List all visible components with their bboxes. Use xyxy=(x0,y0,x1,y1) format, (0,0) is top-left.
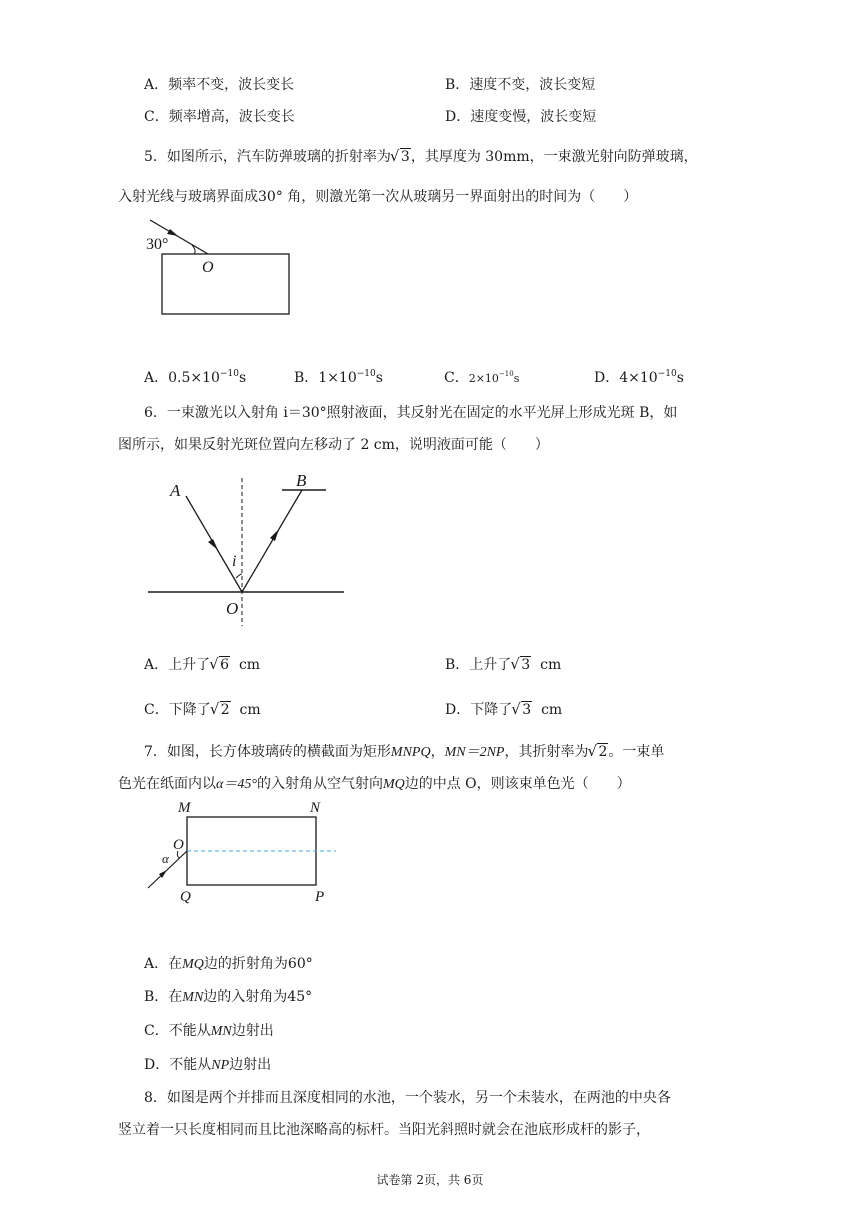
q4-option-a: A．频率不变，波长变长 xyxy=(144,77,295,93)
q4-option-c: C．频率增高，波长变长 xyxy=(144,109,295,125)
q5-option-d: D．$4\times 10^{-10}s$ xyxy=(594,369,684,386)
q5-stem-line1: 5．如图所示，汽车防弹玻璃的折射率为√ 3，其厚度为 30mm，一束激光射向防弹玻璃， xyxy=(144,146,698,166)
q7-fig-label-alpha: α xyxy=(162,851,169,866)
q5-option-a: A．$0.5\times 10^{-10}s$ xyxy=(144,369,247,386)
q7-figure xyxy=(140,800,350,910)
q6-angle-arc xyxy=(236,574,242,578)
q6-figure xyxy=(140,466,360,626)
q5-ray-arrow xyxy=(167,229,178,236)
q7-fig-label-n: N xyxy=(310,800,321,816)
q6-fig-label-b: B xyxy=(296,471,307,490)
q7-stem-line1: 7．如图，长方体玻璃砖的横截面为矩形MNPQ，MN＝2NP，其折射率为√ 2。一束单 xyxy=(144,741,664,761)
page-footer: 试卷第 2页，共 6页 xyxy=(376,1173,484,1187)
q6-stem-line1: 6．一束激光以入射角 i＝30°照射液面，其反射光在固定的水平光屏上形成光斑 B，如 xyxy=(144,405,678,421)
q7-fig-label-m: M xyxy=(178,800,191,816)
q6-option-c: C．下降了√ 2 cm xyxy=(144,699,261,719)
q6-reflected-ray xyxy=(242,490,302,592)
q5-glass-block xyxy=(162,254,289,314)
q6-option-a: A．上升了√ 6 cm xyxy=(144,654,260,674)
q4-option-b: B．速度不变，波长变短 xyxy=(445,77,596,93)
q5-stem-line2: 入射光线与玻璃界面成30° 角，则激光第一次从玻璃另一界面射出的时间为（ ） xyxy=(118,189,638,205)
q6-fig-label-i: i xyxy=(232,553,237,570)
q4-option-d: D．速度变慢，波长变短 xyxy=(445,109,597,125)
q6-option-d: D．下降了√ 3 cm xyxy=(445,699,562,719)
q8-stem-line1: 8．如图是两个并排而且深度相同的水池，一个装水，另一个未装水，在两池的中央各 xyxy=(144,1090,671,1106)
q6-fig-label-a: A xyxy=(170,481,181,500)
q5-fig-angle-label: 30° xyxy=(146,236,169,253)
q6-fig-label-o: O xyxy=(226,599,239,618)
q5-option-b: B．$1\times 10^{-10}s$ xyxy=(294,369,383,386)
q8-stem-line2: 竖立着一只长度相同而且比池深略高的标杆。当阳光斜照时就会在池底形成杆的影子， xyxy=(118,1122,650,1138)
q7-option-c: C．不能从MN边射出 xyxy=(144,1023,274,1039)
q5-figure xyxy=(140,218,300,328)
q7-option-d: D．不能从NP边射出 xyxy=(144,1057,272,1073)
q7-stem-line2: 色光在纸面内以α＝45°的入射角从空气射向MQ边的中点 O，则该束单色光（ ） xyxy=(118,776,631,792)
q7-option-b: B．在MN边的入射角为45° xyxy=(144,989,313,1005)
q7-option-a: A．在MQ边的折射角为60° xyxy=(144,956,313,972)
q6-stem-line2: 图所示，如果反射光斑位置向左移动了 2 cm，说明液面可能（ ） xyxy=(118,437,549,453)
q6-reflected-arrow xyxy=(270,529,279,541)
q7-fig-label-o: O xyxy=(173,837,184,853)
q6-option-b: B．上升了√ 3 cm xyxy=(445,654,561,674)
q5-option-c: C．$2\times 10^{-10}s$ xyxy=(444,370,520,386)
q6-incident-arrow xyxy=(208,539,218,550)
q7-fig-label-q: Q xyxy=(180,889,191,905)
q7-fig-label-p: P xyxy=(315,889,325,905)
q5-fig-point-o: O xyxy=(202,259,214,276)
